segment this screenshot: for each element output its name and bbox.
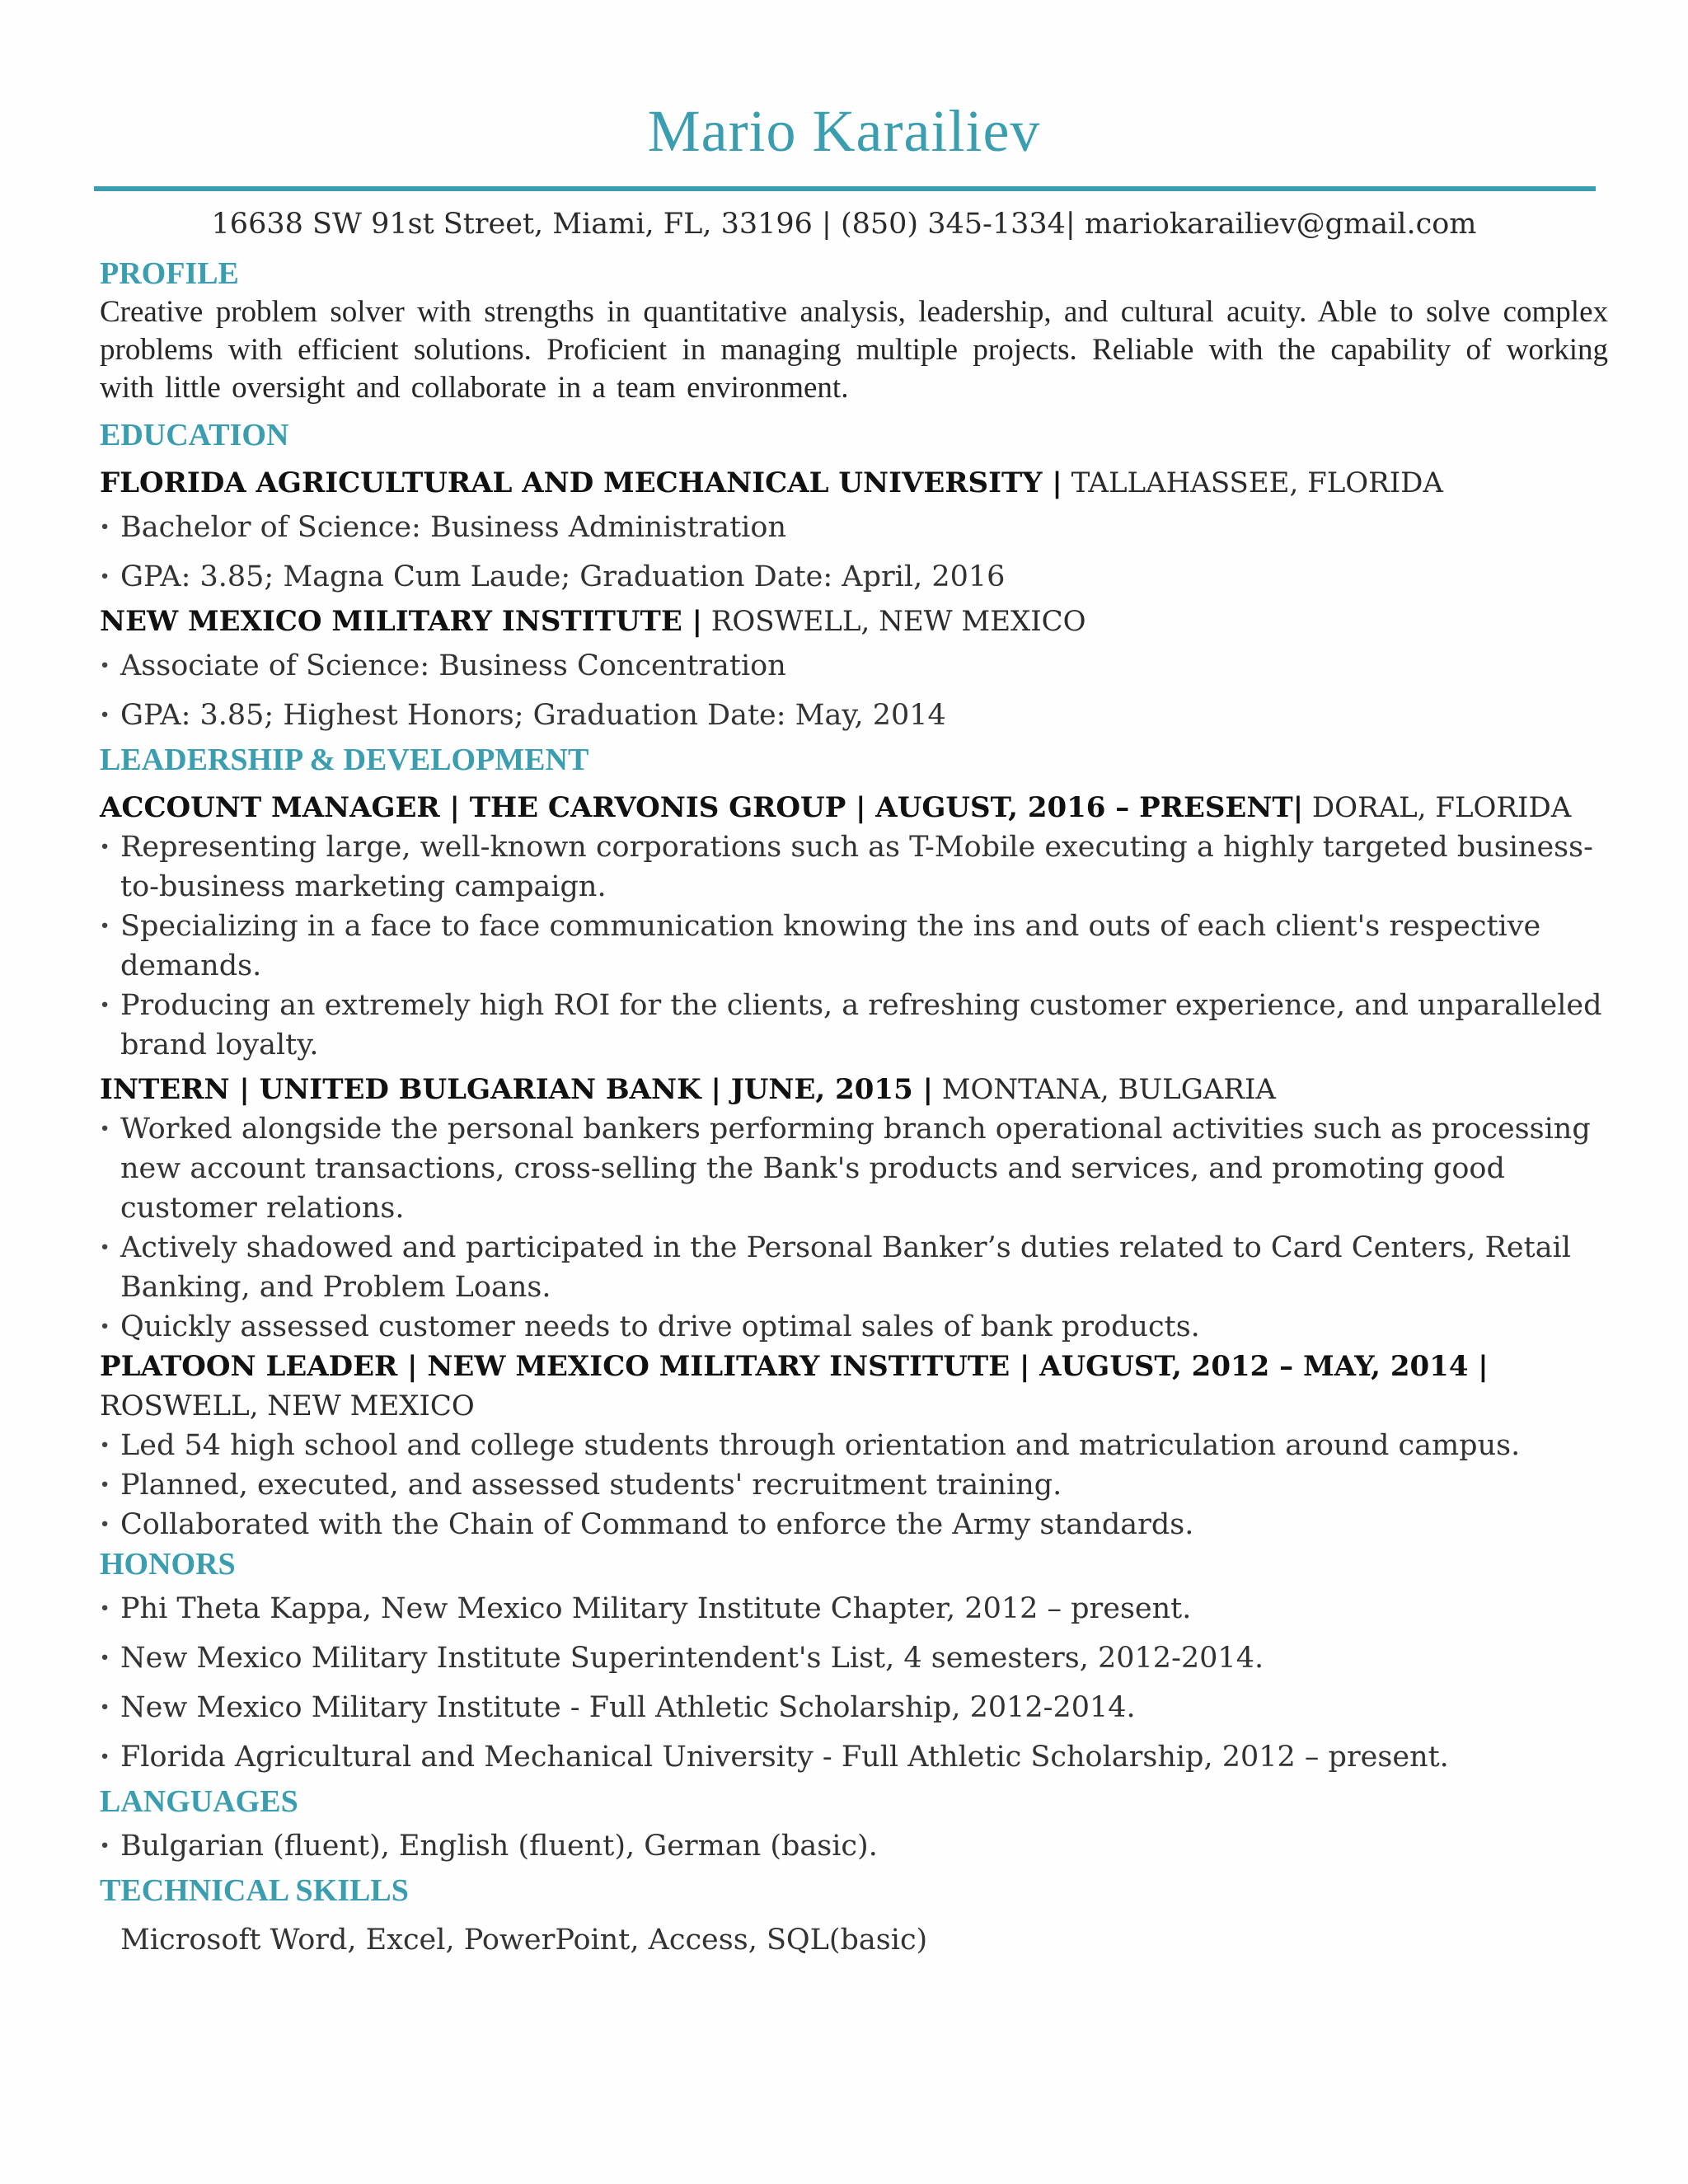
list-item: · Representing large, well-known corporations such as T-Mobile executing a highly targeted business-to-business marketing campaign.	[100, 827, 1608, 907]
school-location: ROSWELL, NEW MEXICO	[701, 605, 1086, 638]
job-location: DORAL, FLORIDA	[1303, 791, 1572, 824]
job-heading	[100, 788, 1608, 827]
education-heading: EDUCATION	[100, 418, 289, 452]
school-details	[100, 503, 1608, 602]
job-location: MONTANA, BULGARIA	[932, 1073, 1276, 1106]
header-divider	[94, 186, 1596, 191]
job-title: INTERN | UNITED BULGARIAN BANK | JUNE, 2015 |	[100, 1073, 933, 1106]
list-item: · GPA: 3.85; Highest Honors; Graduation Date: May, 2014	[100, 691, 1608, 740]
list-item: · Producing an extremely high ROI for the clients, a refreshing customer experience, and unparalleled brand loyalty.	[100, 986, 1608, 1065]
honors-list	[100, 1584, 1608, 1782]
list-item: · Phi Theta Kappa, New Mexico Military Institute Chapter, 2012 – present.	[100, 1584, 1608, 1633]
list-item: · GPA: 3.85; Magna Cum Laude; Graduation Date: April, 2016	[100, 552, 1608, 602]
list-item: · Associate of Science: Business Concentration	[100, 641, 1608, 691]
school-heading	[100, 463, 1608, 503]
list-item: · Bachelor of Science: Business Administration	[100, 503, 1608, 552]
contact-line: 16638 SW 91st Street, Miami, FL, 33196 | (850) 345-1334| mariokarailiev@gmail.com	[211, 208, 1477, 241]
school-name: FLORIDA AGRICULTURAL AND MECHANICAL UNIVERSITY |	[100, 466, 1062, 499]
honors-heading: HONORS	[100, 1547, 236, 1582]
list-item: · Quickly assessed customer needs to drive optimal sales of bank products.	[100, 1307, 1608, 1347]
technical-skills-text: Microsoft Word, Excel, PowerPoint, Access, SQL(basic)	[120, 1924, 928, 1957]
list-item: · Bulgarian (fluent), English (fluent), German (basic).	[100, 1821, 1608, 1871]
job-details	[100, 1426, 1608, 1544]
technical-skills-heading: TECHNICAL SKILLS	[100, 1873, 409, 1908]
job-details	[100, 827, 1608, 1065]
list-item: · Worked alongside the personal bankers performing branch operational activities such as processing new account transactions, cross-selling the Bank's products and services, and promoting good customer relations.	[100, 1109, 1608, 1228]
profile-text: Creative problem solver with strengths in quantitative analysis, leadership, and cultural acuity. Able to solve complex problems with efficient solutions. Proficient in managing multiple projects. Reliable with the capability of working with little oversight and collaborate in a team environment.	[100, 295, 1608, 405]
education-entry	[100, 463, 1608, 602]
resume-name: Mario Karailiev	[647, 98, 1041, 164]
job-title: PLATOON LEADER | NEW MEXICO MILITARY INSTITUTE | AUGUST, 2012 – MAY, 2014 |	[100, 1350, 1489, 1383]
list-item: · Planned, executed, and assessed students' recruitment training.	[100, 1465, 1608, 1505]
job-location: ROSWELL, NEW MEXICO	[100, 1390, 475, 1422]
job-entry	[100, 1347, 1608, 1544]
job-entry	[100, 1070, 1608, 1347]
list-item: · New Mexico Military Institute - Full Athletic Scholarship, 2012-2014.	[100, 1683, 1608, 1732]
languages-heading: LANGUAGES	[100, 1784, 298, 1819]
list-item: · Led 54 high school and college students through orientation and matriculation around campus.	[100, 1426, 1608, 1465]
list-item: · Collaborated with the Chain of Command to enforce the Army standards.	[100, 1505, 1608, 1544]
job-details	[100, 1109, 1608, 1347]
list-item: · Specializing in a face to face communication knowing the ins and outs of each client's respective demands.	[100, 907, 1608, 986]
list-item: · Actively shadowed and participated in the Personal Banker’s duties related to Card Centers, Retail Banking, and Problem Loans.	[100, 1228, 1608, 1307]
resume-body	[100, 254, 1608, 1965]
school-location: TALLAHASSEE, FLORIDA	[1062, 466, 1443, 499]
education-entry	[100, 602, 1608, 740]
profile-heading: PROFILE	[100, 256, 239, 291]
school-details	[100, 641, 1608, 740]
job-entry	[100, 788, 1608, 1065]
leadership-heading: LEADERSHIP & DEVELOPMENT	[100, 743, 589, 777]
school-heading	[100, 602, 1608, 641]
languages-list	[100, 1821, 1608, 1871]
school-name: NEW MEXICO MILITARY INSTITUTE |	[100, 605, 702, 638]
list-item: · Florida Agricultural and Mechanical University - Full Athletic Scholarship, 2012 – present.	[100, 1732, 1608, 1782]
job-heading	[100, 1347, 1608, 1426]
job-title: ACCOUNT MANAGER | THE CARVONIS GROUP | AUGUST, 2016 – PRESENT|	[100, 791, 1304, 824]
job-heading	[100, 1070, 1608, 1109]
list-item: · New Mexico Military Institute Superintendent's List, 4 semesters, 2012-2014.	[100, 1633, 1608, 1683]
